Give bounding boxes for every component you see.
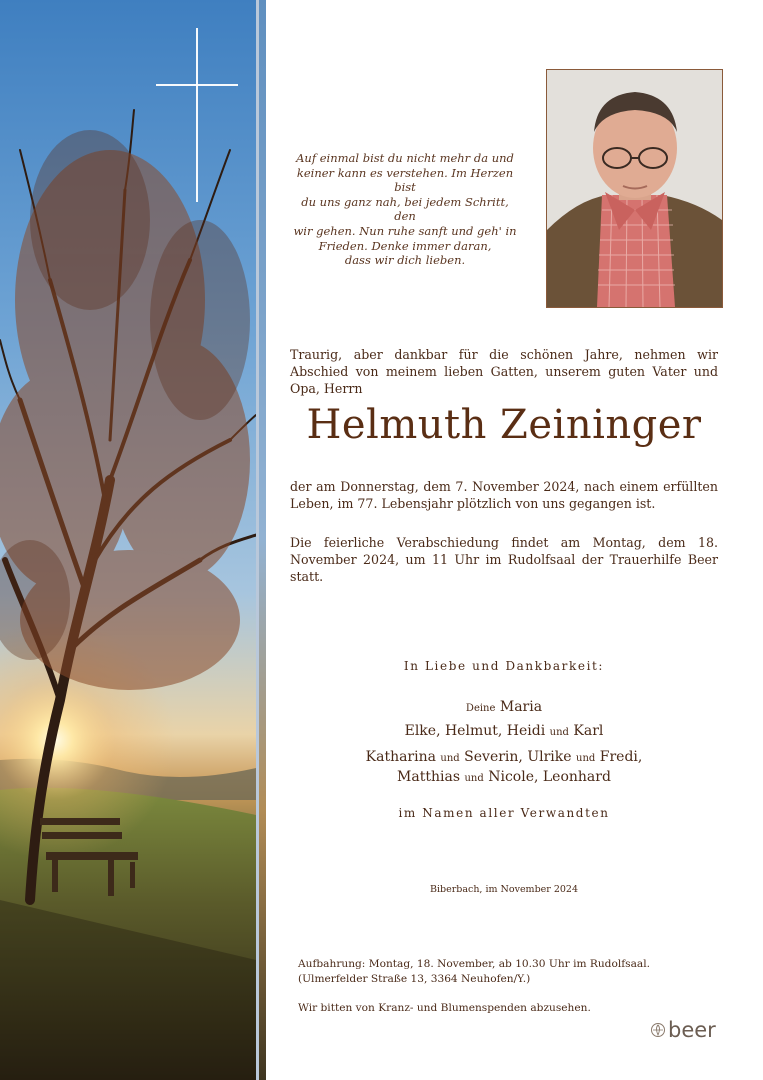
portrait-illustration — [547, 70, 722, 307]
family-nicole-leonhard: Nicole, Leonhard — [488, 769, 611, 785]
family-fredi: Fredi, — [599, 749, 643, 765]
family-katharina: Katharina — [365, 749, 436, 765]
cross-icon-bar — [156, 84, 238, 86]
beer-logo — [650, 1018, 716, 1042]
memorial-photo-tree — [0, 0, 256, 1080]
relatives-line: im Namen aller Verwandten — [398, 806, 610, 820]
cross-icon — [196, 28, 198, 202]
viewing-info-line-2: (Ulmerfelder Straße 13, 3364 Neuhofen/Y.) — [298, 972, 531, 985]
farewell-ceremony-text: Die feierliche Verabschiedung findet am Montag, dem 18. November 2024, um 11 Uhr im Rudolfsaal der Trauerhilfe Beer statt. — [290, 535, 718, 584]
viewing-info — [298, 957, 718, 986]
poem-line: Frieden. Denke immer daran, — [318, 238, 492, 253]
family-matthias: Matthias — [397, 769, 461, 785]
family-maria: Maria — [499, 699, 543, 715]
intro-text: Traurig, aber dankbar für die schönen Jahre, nehmen wir Abschied von meinem lieben Gatten, unserem guten Vater und Opa, Herrn — [290, 347, 718, 396]
family-line-2 — [290, 720, 718, 744]
family-line-1 — [290, 696, 718, 720]
deceased-name: Helmuth Zeininger — [306, 402, 702, 448]
beer-logo-text: beer — [668, 1018, 716, 1042]
family-severin-ulrike: Severin, Ulrike — [464, 749, 572, 765]
place-date: Biberbach, im November 2024 — [429, 884, 579, 895]
donation-note: Wir bitten von Kranz- und Blumenspenden abzusehen. — [298, 1002, 591, 1014]
family-und: und — [440, 753, 460, 764]
family-und: und — [464, 773, 484, 784]
poem-line: du uns ganz nah, bei jedem Schritt, den — [301, 194, 509, 224]
poem-line: wir gehen. Nun ruhe sanft und geh' in — [293, 223, 517, 238]
panel-divider-strip — [259, 0, 266, 1080]
family-und: und — [549, 727, 569, 738]
portrait-photo — [546, 69, 723, 308]
memorial-poem — [292, 151, 518, 268]
viewing-info-line-1: Aufbahrung: Montag, 18. November, ab 10.30 Uhr im Rudolfsaal. — [298, 958, 650, 970]
family-und: und — [576, 753, 596, 764]
poem-line: keiner kann es verstehen. Im Herzen bist — [296, 165, 514, 195]
dankbarkeit-heading: In Liebe und Dankbarkeit: — [403, 659, 605, 673]
poem-line: dass wir dich lieben. — [344, 253, 466, 268]
death-notice-text: der am Donnerstag, dem 7. November 2024, nach einem erfüllten Leben, im 77. Lebensjahr plötzlich von uns gegangen ist. — [290, 479, 718, 511]
family-karl: Karl — [573, 723, 604, 739]
tree-landscape-illustration — [0, 0, 256, 1080]
poem-line: Auf einmal bist du nicht mehr da und — [296, 151, 514, 165]
family-line-4 — [290, 766, 718, 790]
family-children: Elke, Helmut, Heidi — [404, 723, 546, 739]
beer-logo-icon — [650, 1022, 666, 1038]
family-deine: Deine — [465, 703, 496, 714]
